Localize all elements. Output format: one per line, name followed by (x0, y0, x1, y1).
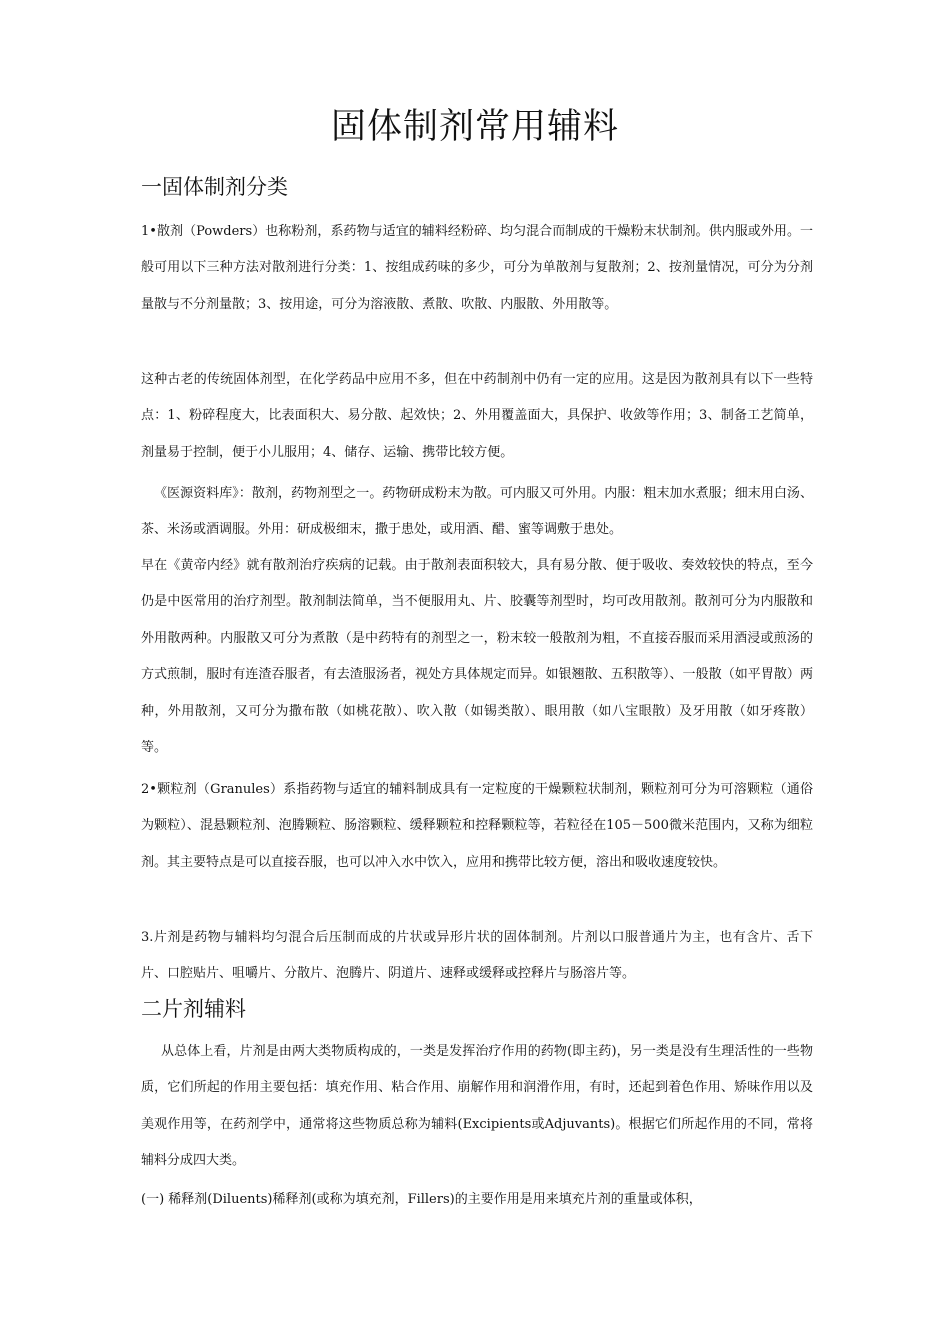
section-heading-classification: 一固体制剂分类 (141, 175, 288, 199)
paragraph-yiyuan-database: 《医源资料库》：散剂，药物剂型之一。药物研成粉末为散。可内服又可外用。内服：粗末加水煮服；细末用白汤、茶、米汤或酒调服。外用：研成极细末，撒于患处，或用酒、醋、蜜等调敷于患处。 (141, 486, 813, 538)
paragraph-tablets: 3.片剂是药物与辅料均匀混合后压制而成的片状或异形片状的固体制剂。片剂以口服普通片为主，也有含片、舌下片、口腔贴片、咀嚼片、分散片、泡腾片、阴道片、速释或缓释或控释片与肠溶片等。 (141, 930, 813, 982)
section-heading-tablet-excipients: 二片剂辅料 (141, 997, 246, 1021)
document-title: 固体制剂常用辅料 (330, 107, 619, 147)
paragraph-granules: 2•颗粒剂（Granules）系指药物与适宜的辅料制成具有一定粒度的干燥颗粒状制剂，颗粒剂可分为可溶颗粒（通俗为颗粒）、混悬颗粒剂、泡腾颗粒、肠溶颗粒、缓释颗粒和控释颗粒等，若粒径在105－500微米范围内，又称为细粒剂。其主要特点是可以直接吞服，也可以冲入水中饮入，应用和携带比较方便，溶出和吸收速度较快。 (141, 782, 813, 870)
paragraph-excipients-overview: 从总体上看，片剂是由两大类物质构成的，一类是发挥治疗作用的药物(即主药)，另一类是没有生理活性的一些物质，它们所起的作用主要包括：填充作用、粘合作用、崩解作用和润滑作用，有时，还起到着色作用、矫味作用以及美观作用等，在药剂学中，通常将这些物质总称为辅料(Excipients或Adjuvants)。根据它们所起作用的不同，常将辅料分成四大类。 (141, 1044, 813, 1169)
paragraph-diluents: (一) 稀释剂(Diluents)稀释剂(或称为填充剂，Fillers)的主要作用是用来填充片剂的重量或体积， (141, 1192, 702, 1207)
paragraph-huangdi-neijing: 早在《黄帝内经》就有散剂治疗疾病的记载。由于散剂表面积较大，具有易分散、便于吸收、奏效较快的特点，至今仍是中医常用的治疗剂型。散剂制法简单，当不便服用丸、片、胶囊等剂型时，均可改用散剂。散剂可分为内服散和外用散两种。内服散又可分为煮散（是中药特有的剂型之一，粉末较一般散剂为粗，不直接吞服而采用酒浸或煎汤的方式煎制，服时有连渣吞服者，有去渣服汤者，视处方具体规定而异。如银翘散、五积散等）、一般散（如平胃散）两种，外用散剂，又可分为撒布散（如桃花散）、吹入散（如锡类散）、眼用散（如八宝眼散）及牙用散（如牙疼散）等。 (141, 558, 813, 756)
paragraph-powders: 1•散剂（Powders）也称粉剂，系药物与适宜的辅料经粉碎、均匀混合而制成的干燥粉末状制剂。供内服或外用。一般可用以下三种方法对散剂进行分类：1、按组成药味的多少，可分为单散剂与复散剂；2、按剂量情况，可分为分剂量散与不分剂量散；3、按用途，可分为溶液散、煮散、吹散、内服散、外用散等。 (141, 224, 813, 312)
paragraph-powders-features: 这种古老的传统固体剂型，在化学药品中应用不多，但在中药制剂中仍有一定的应用。这是因为散剂具有以下一些特点：1、粉碎程度大，比表面积大、易分散、起效快；2、外用覆盖面大，具保护、收敛等作用；3、制备工艺简单，剂量易于控制，便于小儿服用；4、储存、运输、携带比较方便。 (141, 372, 813, 460)
